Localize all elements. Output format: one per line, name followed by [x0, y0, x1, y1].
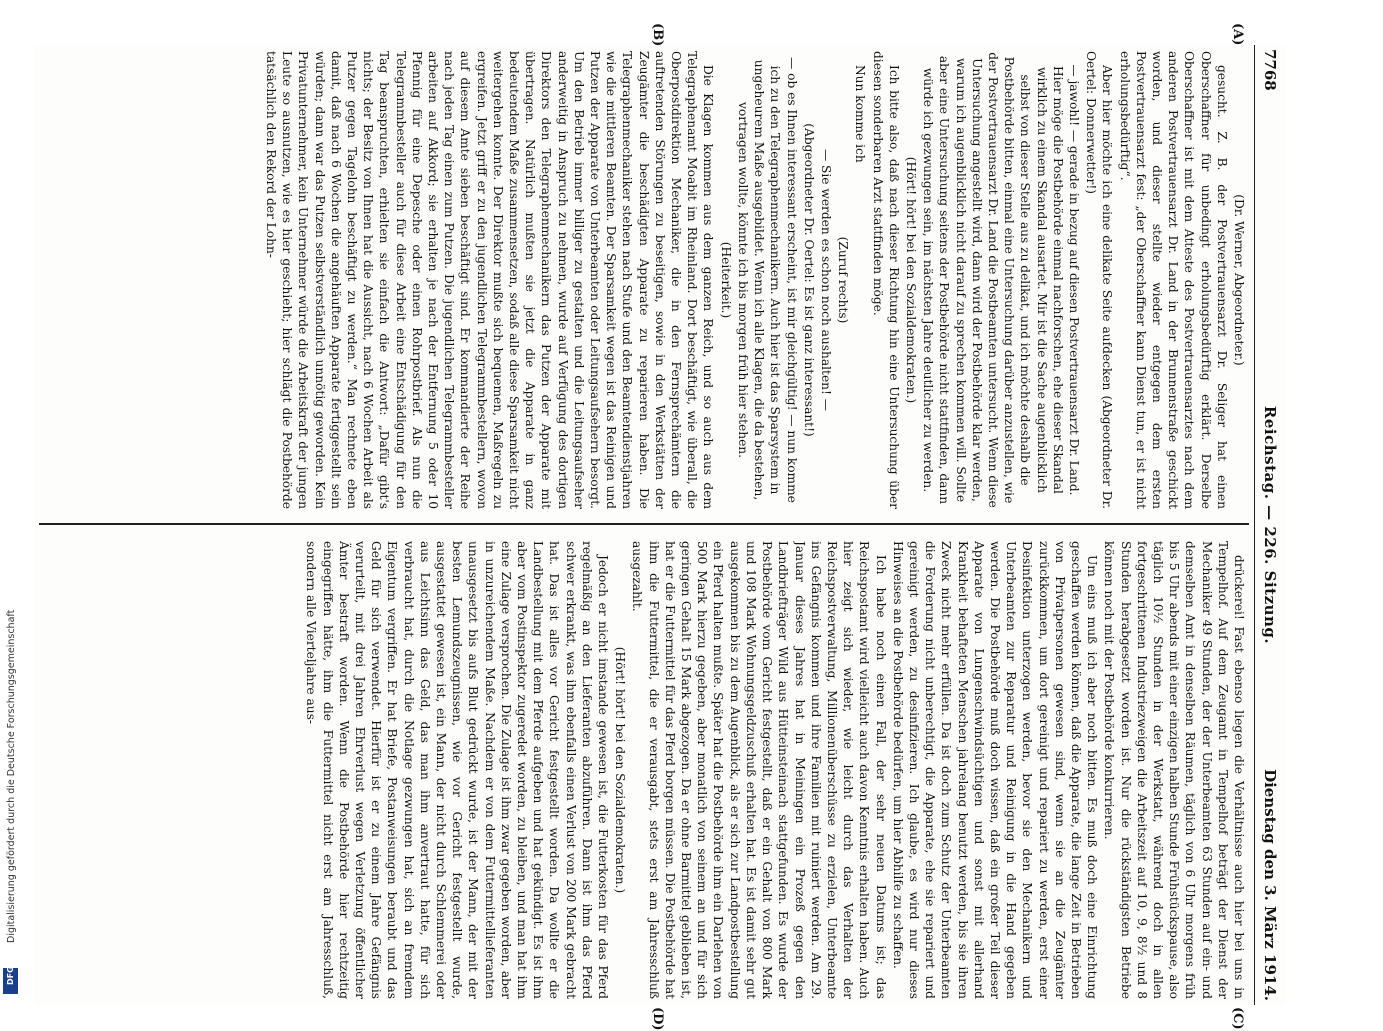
- paragraph: Ich bitte also, daß nach dieser Richtung hin eine Untersuchung über diesen sonderbaren Arzt stattfinden möge.: [870, 51, 901, 509]
- paragraph: gesucht. Z. B. der Postvertrauensarzt Dr. Seliger hat einen Oberschaffner für unbedingt erholungsbedürftig erklärt. Derselbe Oberschaffner ist mit dem Atteste des Postvertrauensarztes nach dem anderen Postvertrauensarzt Dr. Land in der Brunnenstraße geschickt worden, und dieser stellte wieder entgegen dem ersten Postvertrauensarzt fest: „der Oberschaffner kann Dienst tun, er ist nicht erholungsbedürftig“.: [1117, 51, 1229, 509]
- paragraph: (Heiterkeit.): [718, 241, 733, 319]
- paragraph: (Hört! hört! bei den Sozialdemokraten.): [613, 646, 628, 894]
- paragraph: (Zuruf rechts): [836, 236, 851, 324]
- paragraph: Ich habe noch einen Fall, der sehr neuen Datums ist; das Reichspostamt wird vielleicht auch davon Kenntnis erhalten haben. Auch hier zeigt sich wieder, wie leicht durch das Verhalten der Reichspostverwaltung, Millionenüberschüsse zu erzielen, Unterbeamte ins Gefängnis kommen und ihre Familien mit ruiniert werden. Am 29. Januar dieses Jahres hat in Meiningen ein Prozeß gegen den Landbriefträger Wild aus Hütteinsteinach stattgefunden. Es wurde der Postbehörde vom Gericht festgestellt, daß er ein Gehalt von 800 Mark und 108 Mark Wohnungsgeldzuschuß erhalten hat. Es ist damit sehr gut ausgekommen bis zu dem Augenblick, als er sich zur Landpostbestellung ein Pferd halten mußte. Später hat die Postbehörde ihm ein Darlehen von 500 Mark hierzu gegeben, aber monatlich von seinem an und für sich geringen Gehalt 15 Mark abgezogen. Da er ohne Barmittel geblieben ist, hat er die Futtermittel für das Pferd borgen müssen. Die Postbehörde hat ihm die Futtermittel, die er verausgabt, stets erst am Jahresschluß ausgezahlt.: [630, 541, 888, 999]
- left-column-text: [263, 51, 1230, 509]
- dfg-logo: [3, 968, 18, 994]
- page-number: 7768: [1261, 49, 1279, 91]
- paragraph: — Sie werden es schon noch aushalten! —: [818, 149, 833, 411]
- session-date: Dienstag den 3. März 1914.: [1261, 769, 1279, 1001]
- margin-marker-a: (A): [1230, 23, 1245, 46]
- margin-marker-b: (B): [650, 23, 665, 47]
- paragraph: (Hört! hört! bei den Sozialdemokraten.): [903, 156, 918, 404]
- paragraph: Jedoch er nicht imstande gewesen ist, die Futterkosten für das Pferd regelmäßig an den Lieferanten abzuführen. Dann ist ihm das Pferd schwer erkrankt, was ihm ebenfalls einen Verlust von 200 Mark gebracht hat. Das ist alles vor Gericht festgestellt worden. Da wollte er die Landbestellung mit dem Pferde aufgeben und hat gekündigt. Es ist ihm aber vom Postinspektor zugeredet worden, zu bleiben, und man hat ihm eine Zulage versprochen. Die Zulage ist ihm zwar gegeben worden, aber in unzureichendem Maße. Nachdem er von dem Futtermittellieferanten unausgesetzt bis aufs Blut gedrückt wurde, ist der Mann, der mit der besten Lemundszeugnissen, wie vor Gericht festgestellt wurde, ausgestattet gewesen ist, ein Mann, der nicht durch Schlemmerei oder aus Leichtsinn das Geld, das man ihm anvertraut hatte, für sich verbraucht hat, durch die Notlage gezwungen hat, sich an fremdem Eigentum vergriffen. Er hat Briefe, Postanweisungen beraubt und das Geld für sich verwendet. Hierfür ist er zu einem Jahre Gefängnis verurteilt, mit drei Jahren Ehrverlust wegen Verletzung öffentlicher Ämter bestraft worden. Wenn die Postbehörde hier rechtzeitig eingegriffen hätte, ihm die Futtermittel nicht erst am Jahresschluß, sondern alle Vierteljahre aus-: [304, 541, 611, 999]
- paragraph: Nun komme ich: [853, 65, 868, 163]
- page-header: [1254, 45, 1285, 1005]
- paragraph: — jawohl! — gerade in bezug auf diesen Postvertrauensarzt Dr. Land. Hier möge die Postbehörde einmal nachforschen, ehe dieser Skandal wirklich zu einem Skandal ausartet. Mir ist die Sache augenblicklich selbst von dieser Stelle aus zu delikat, und ich möchte deshalb die Postbehörde bitten, einmal eine Untersuchung darüber anzustellen, wie der Postvertrauensarzt Dr. Land die Postbeamten untersucht. Wenn diese Untersuchung angestellt wird, dann wird der Postbehörde klar werden, warum ich augenblicklich nicht darauf zu sprechen kommen will. Sollte aber eine Untersuchung seitens der Postbehörde nicht stattfinden, dann würde ich gezwungen sein, im nächsten Jahre deutlicher zu werden.: [921, 52, 1081, 508]
- left-column: [42, 51, 1247, 509]
- paragraph: (Abgeordneter Dr. Oertel: Es ist ganz interessant!): [801, 123, 816, 437]
- credit-text: Digitalisierung gefördert durch die Deutsche Forschungsgemeinschaft: [6, 609, 17, 943]
- paragraph: Aber hier möchte ich eine delikate Seite aufdecken (Abgeordneter Dr. Oertel: Donnerwetter!): [1084, 51, 1115, 509]
- margin-marker-d: (D): [650, 1007, 665, 1031]
- right-column: [42, 541, 1247, 999]
- paragraph: drückerei! Fast ebenso liegen die Verhältnisse auch hier bei uns in Tempelhof. Auf dem Zeugamt in Tempelhof beträgt der Dienst der Mechaniker 49 Stunden, der der Unterbeamten 63 Stunden auf ein- und demselben Amt in denselben Räumen, täglich von 6 Uhr morgens früh bis 5 Uhr abends mit einer einzigen halben Stunde Frühstückspause, also täglich 10½ Stunden in der Werkstatt, während doch in allen fortgeschrittenen Industriezweigen die Arbeitszeit auf 10, 9, 8½ und 8 Stunden herabgesetzt worden ist. Nur die rückständigsten Betriebe können noch mit der Postbehörde konkurrieren.: [1102, 541, 1246, 999]
- right-column-text: [303, 541, 1247, 999]
- paragraph: Um eins muß ich aber noch bitten. Es muß doch eine Einrichtung geschaffen werden können, daß die Apparate, die lange Zeit in Betrieben von Privatpersonen gewesen sind, wenn sie an die Zeugämter zurückkommen, um dort gereinigt und repariert zu werden, erst einer Desinfektion unterzogen werden, bevor sie den Mechanikern und Unterbeamten zur Reparatur und Reinigung in die Hand gegeben werden. Die Postbehörde muß doch wissen, daß ein großer Teil dieser Apparate von Lungenschwindsüchtigen und sonst mit allerhand Krankheit behafteten Menschen jahrelang benutzt werden, bis sie ihren Zweck nicht mehr erfüllen. Da ist doch zum Schutz der Unterbeamten die Forderung nicht unberechtigt, die Apparate, ehe sie repariert und gereinigt werden, zu desinfizieren. Ich glaube, es wird nur dieses Hinweises an die Postbehörde bedürfen, um hier Abhilfe zu schaffen.: [890, 541, 1100, 999]
- page-title: Reichstag. — 226. Sitzung.: [1261, 405, 1279, 645]
- speaker-tag: (Dr. Werner, Abgeordneter.): [1232, 194, 1246, 366]
- column-divider: [39, 523, 1249, 525]
- paragraph: — ob es Ihnen interessant erscheint, ist mir gleichgültig! — nun komme ich zu den Telegraphenmechanikern. Auch hier ist das Sparsystem in ungeheurem Maße ausgebildet. Wenn ich alle Klagen, die da bestehen, vortragen wollte, könnte ich bis morgen früh hier stehen.: [735, 57, 799, 503]
- paragraph: Die Klagen kommen aus dem ganzen Reich, und so auch aus dem Telegraphenamt Moabit im Rheinland. Dort beschäftigt, wie überall, die Oberpostdirektion Mechaniker, die in den Fernsprechämtern die auftretenden Störungen zu beseitigen, sowie in den Werkstätten der Zeugämter die beschädigten Apparate zu reparieren haben. Die Telegraphenmechaniker stehen nach Stufe und den Beamtendienstjahren wie die mittleren Beamten. Der Sparsamkeit wegen ist das Reinigen und Putzen der Apparate von Unterbeamten oder Leitungsaufsehern besorgt. Um den Betrieb immer billiger zu gestalten und die Leitungsaufseher anderweitig in Anspruch zu nehmen, wurde auf Verfügung des dortigen Direktors den Telegraphenmechanikern das Putzen der Apparate mit übertragen. Natürlich mußten sie jetzt die Apparate in ganz bedeutendem Maße zusammensetzen, sodaß alle diese Sparsamkeit nicht weitergehen konnte. Der Direktor mußte sich bequemen, Maßregeln zu ergreifen. Jetzt griff er zu den jugendlichen Telegrammbestellern, wovon auf diesem Amte sieben beschäftigt sind. Er kommandierte der Reihe nach jeden Tag einen zum Putzen. Die jugendlichen Telegrammbesteller arbeiten auf Akkord; sie erhalten je nach der Entfernung 5 oder 10 Pfennig für eine Depesche oder einen Rohrpostbrief. Als nun die Telegrammbesteller auch für diese Arbeit eine Entschädigung für den Tag beanspruchten, erhielten sie einfach die Antwort: „Dafür gibt's nichts; der Besitz von Ihnen hat die Aussicht, nach 6 Wochen Arbeit als Putzer gegen Tagelohn beschäftigt zu werden.“ Man rechnete eben damit, daß nach 6 Wochen die angehäuften Apparate fertiggestellt sein würden; dann war das Putzen selbstverständlich unnötig geworden. Kein Privatunternehmer, kein Unternehmer würde die Arbeitskraft der jungen Leute so ausnutzen, wie es hier geschieht; hier schlägt die Postbehörde tatsächlich den Rekord der Lohn-: [264, 51, 716, 509]
- digitization-credit: [6, 0, 20, 994]
- margin-marker-c: (C): [1230, 1007, 1245, 1030]
- logo-text: DFG: [6, 966, 15, 985]
- rotated-page: [35, 23, 1285, 1031]
